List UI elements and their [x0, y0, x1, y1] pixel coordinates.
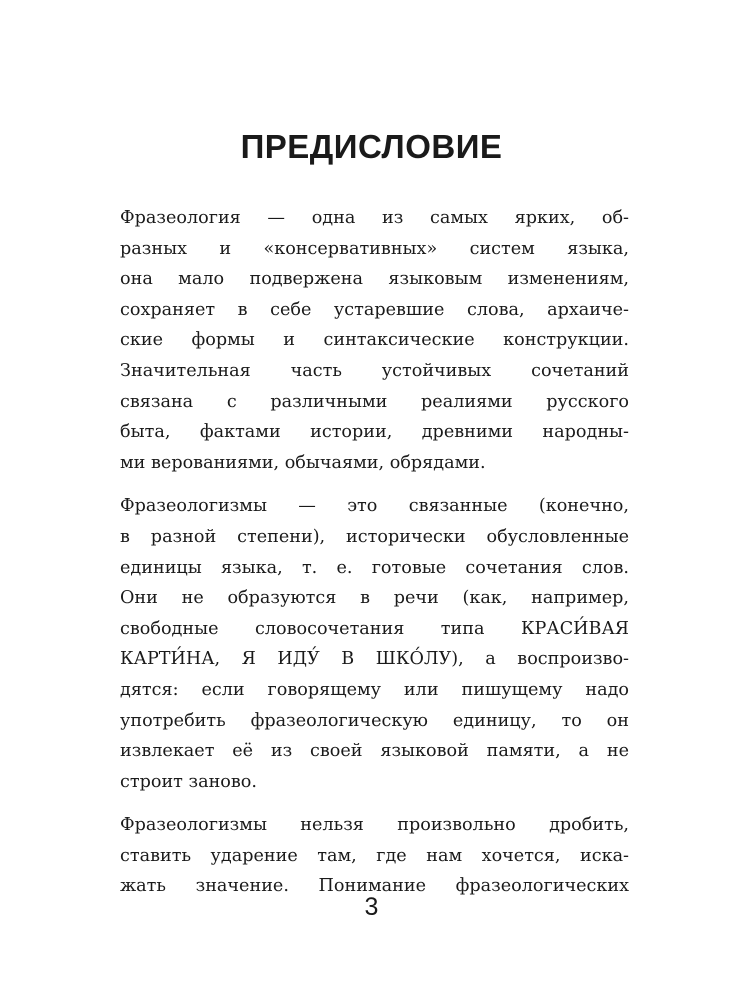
text-line: ские формы и синтаксические конструкции. — [120, 330, 629, 351]
text-line: жать значение. Понимание фразеологических — [120, 876, 629, 897]
paragraph — [120, 203, 629, 478]
text-line: употребить фразеологическую единицу, то он — [120, 710, 629, 731]
text-line: единицы языка, т. е. готовые сочетания слов. — [120, 557, 629, 578]
text-line: Фразеологизмы нельзя произвольно дробить, — [120, 815, 629, 836]
text-line: Фразеологизмы — это связанные (конечно, — [120, 496, 629, 517]
text-line: дятся: если говорящему или пишущему надо — [120, 679, 629, 700]
text-line: извлекает её из своей языковой памяти, а не — [120, 741, 629, 762]
page-number: 3 — [364, 893, 379, 921]
text-line: Они не образуются в речи (как, например, — [120, 588, 629, 609]
text-line: Фразеология — одна из самых ярких, об- — [120, 208, 629, 228]
page-title: ПРЕДИСЛОВИЕ — [240, 128, 503, 165]
text-line: связана с различными реалиями русского — [120, 391, 629, 412]
body-text — [120, 203, 629, 915]
text-line: быта, фактами истории, древними народны- — [120, 422, 629, 443]
text-line: она мало подвержена языковым изменениям, — [120, 269, 629, 290]
text-line: в разной степени), исторически обусловленные — [120, 526, 629, 547]
text-line: сохраняет в себе устаревшие слова, архаиче- — [120, 299, 629, 320]
text-line: разных и «консервативных» систем языка, — [120, 238, 629, 259]
text-line: ми верованиями, обычаями, обрядами. — [120, 452, 486, 473]
text-line: Значительная часть устойчивых сочетаний — [120, 360, 629, 381]
text-line: КАРТИ́НА, Я ИДУ́ В ШКО́ЛУ), а воспроизво- — [120, 649, 629, 670]
paragraph — [120, 810, 629, 902]
text-line: ставить ударение там, где нам хочется, иска- — [120, 845, 629, 866]
text-line: строит заново. — [120, 771, 257, 792]
paragraph — [120, 491, 629, 797]
text-line: свободные словосочетания типа КРАСИ́ВАЯ — [120, 618, 629, 639]
